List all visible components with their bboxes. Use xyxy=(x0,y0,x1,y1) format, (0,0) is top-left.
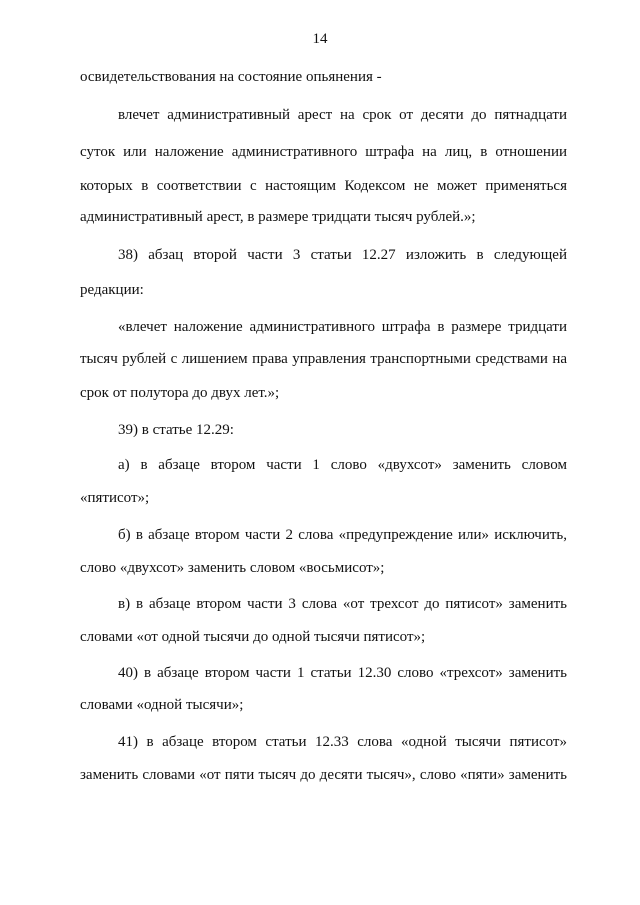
text-line: «пятисот»; xyxy=(80,490,150,506)
text-line: 39) в статье 12.29: xyxy=(118,422,234,438)
text-line: в) в абзаце втором части 3 слова «от трехсот до пятисот» заменить xyxy=(118,596,567,612)
text-line: административный арест, в размере тридцати тысяч рублей.»; xyxy=(80,209,476,225)
text-line: тысяч рублей с лишением права управления транспортными средствами на xyxy=(80,351,567,367)
text-line: влечет административный арест на срок от десяти до пятнадцати xyxy=(118,107,567,123)
text-line: «влечет наложение административного штрафа в размере тридцати xyxy=(118,319,567,335)
text-line: 40) в абзаце втором части 1 статьи 12.30 слово «трехсот» заменить xyxy=(118,665,567,681)
text-line: 41) в абзаце втором статьи 12.33 слова «одной тысячи пятисот» xyxy=(118,734,567,750)
text-line: редакции: xyxy=(80,282,144,298)
text-line: суток или наложение административного штрафа на лиц, в отношении xyxy=(80,144,567,160)
text-line: 38) абзац второй части 3 статьи 12.27 изложить в следующей xyxy=(118,247,567,263)
text-line: б) в абзаце втором части 2 слова «предупреждение или» исключить, xyxy=(118,527,567,543)
text-line: которых в соответствии с настоящим Кодексом не может применяться xyxy=(80,178,567,194)
text-line: заменить словами «от пяти тысяч до десяти тысяч», слово «пяти» заменить xyxy=(80,767,567,783)
text-line: освидетельствования на состояние опьянения - xyxy=(80,69,382,85)
text-line: слово «двухсот» заменить словом «восьмисот»; xyxy=(80,560,385,576)
text-line: словами «одной тысячи»; xyxy=(80,697,244,713)
text-line: срок от полутора до двух лет.»; xyxy=(80,385,280,401)
text-line: а) в абзаце втором части 1 слово «двухсот» заменить словом xyxy=(118,457,567,473)
text-line: словами «от одной тысячи до одной тысячи пятисот»; xyxy=(80,629,426,645)
page-number: 14 xyxy=(312,31,328,47)
